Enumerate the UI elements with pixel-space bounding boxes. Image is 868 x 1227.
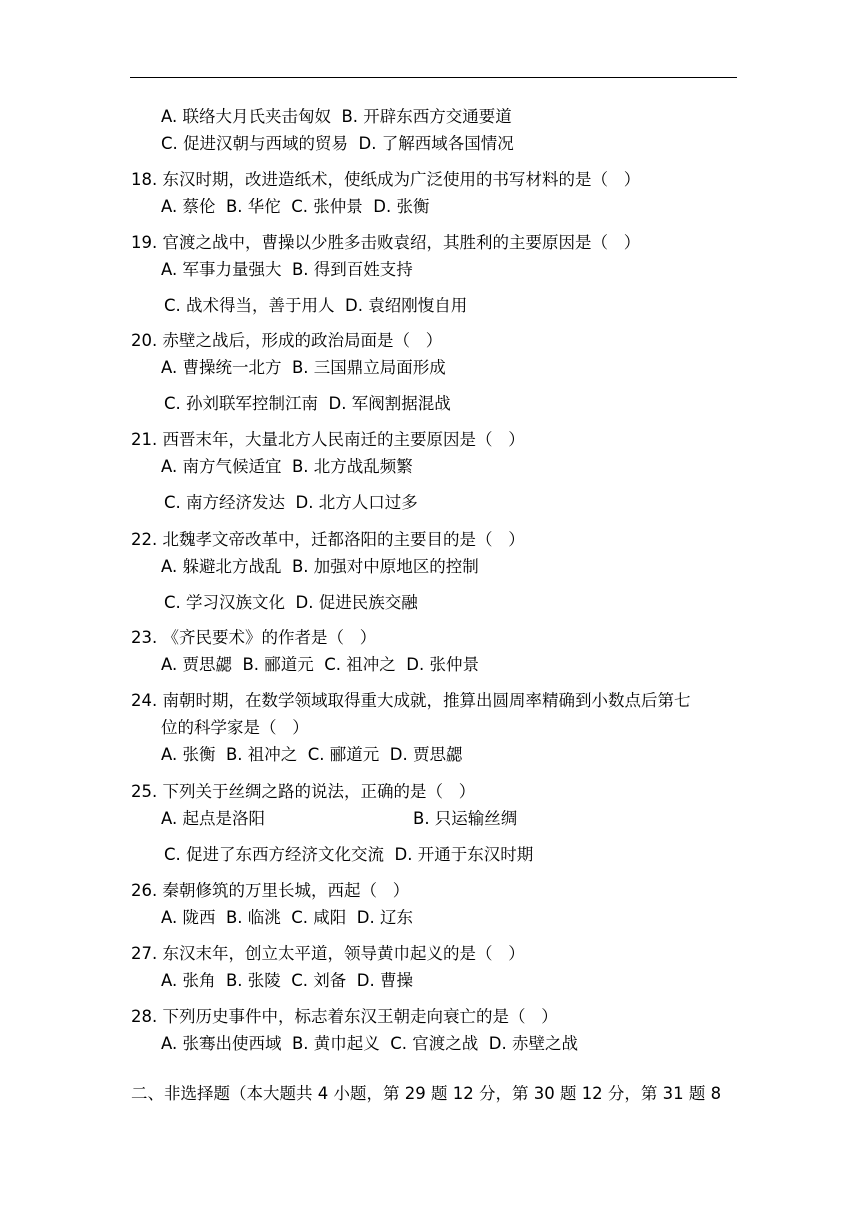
q25-options-cd: C. 促进了东西方经济文化交流 D. 开通于东汉时期 bbox=[164, 845, 534, 864]
q21-options-cd: C. 南方经济发达 D. 北方人口过多 bbox=[164, 493, 418, 512]
q25-option-b: B. 只运输丝绸 bbox=[413, 809, 518, 828]
q20-options-cd: C. 孙刘联军控制江南 D. 军阀割据混战 bbox=[164, 394, 451, 413]
q18-stem: 18. 东汉时期，改进造纸术，使纸成为广泛使用的书写材料的是（ ） bbox=[131, 170, 641, 189]
section-two-heading: 二、非选择题（本大题共 4 小题，第 29 题 12 分，第 30 题 12 分，第 31 题 8 bbox=[131, 1084, 722, 1103]
header-rule bbox=[130, 77, 737, 78]
q24-stem-cont: 位的科学家是（ ） bbox=[161, 718, 309, 737]
q23-options: A. 贾思勰 B. 郦道元 C. 祖冲之 D. 张仲景 bbox=[161, 655, 479, 674]
q22-options-ab: A. 躲避北方战乱 B. 加强对中原地区的控制 bbox=[161, 557, 479, 576]
q21-stem: 21. 西晋末年，大量北方人民南迁的主要原因是（ ） bbox=[131, 430, 525, 449]
q19-options-ab: A. 军事力量强大 B. 得到百姓支持 bbox=[161, 260, 413, 279]
q22-options-cd: C. 学习汉族文化 D. 促进民族交融 bbox=[164, 593, 418, 612]
q27-options: A. 张角 B. 张陵 C. 刘备 D. 曹操 bbox=[161, 971, 413, 990]
q19-options-cd: C. 战术得当，善于用人 D. 袁绍刚愎自用 bbox=[164, 296, 468, 315]
q28-stem: 28. 下列历史事件中，标志着东汉王朝走向衰亡的是（ ） bbox=[131, 1007, 558, 1026]
q25-option-a: A. 起点是洛阳 bbox=[161, 809, 265, 828]
q23-stem: 23. 《齐民要术》的作者是（ ） bbox=[131, 628, 377, 647]
q21-options-ab: A. 南方气候适宜 B. 北方战乱频繁 bbox=[161, 457, 413, 476]
q17-options-ab: A. 联络大月氏夹击匈奴 B. 开辟东西方交通要道 bbox=[161, 107, 512, 126]
q27-stem: 27. 东汉末年，创立太平道，领导黄巾起义的是（ ） bbox=[131, 944, 525, 963]
q24-options: A. 张衡 B. 祖冲之 C. 郦道元 D. 贾思勰 bbox=[161, 745, 463, 764]
q19-stem: 19. 官渡之战中，曹操以少胜多击败袁绍，其胜利的主要原因是（ ） bbox=[131, 233, 641, 252]
q20-stem: 20. 赤壁之战后，形成的政治局面是（ ） bbox=[131, 331, 443, 350]
q18-options: A. 蔡伦 B. 华佗 C. 张仲景 D. 张衡 bbox=[161, 197, 430, 216]
q17-options-cd: C. 促进汉朝与西域的贸易 D. 了解西域各国情况 bbox=[161, 134, 514, 153]
q25-stem: 25. 下列关于丝绸之路的说法，正确的是（ ） bbox=[131, 782, 476, 801]
q22-stem: 22. 北魏孝文帝改革中，迁都洛阳的主要目的是（ ） bbox=[131, 530, 525, 549]
q24-stem: 24. 南朝时期，在数学领域取得重大成就，推算出圆周率精确到小数点后第七 bbox=[131, 691, 691, 710]
q26-stem: 26. 秦朝修筑的万里长城，西起（ ） bbox=[131, 881, 410, 900]
q28-options: A. 张骞出使西域 B. 黄巾起义 C. 官渡之战 D. 赤壁之战 bbox=[161, 1034, 578, 1053]
q20-options-ab: A. 曹操统一北方 B. 三国鼎立局面形成 bbox=[161, 358, 446, 377]
q26-options: A. 陇西 B. 临洮 C. 咸阳 D. 辽东 bbox=[161, 908, 413, 927]
